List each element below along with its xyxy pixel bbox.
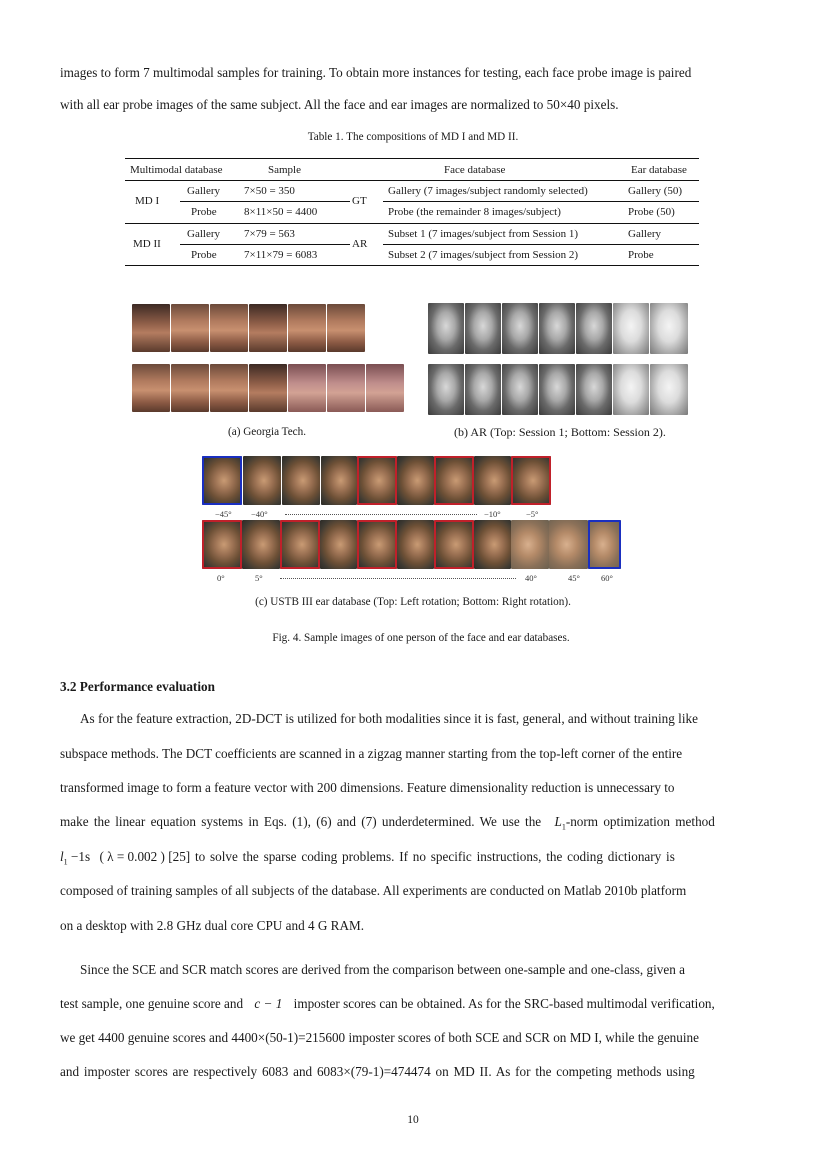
- text-span: [25] to solve the sparse coding problems. If no specific instructions, the coding dictionary is: [168, 849, 675, 864]
- face-photo: [327, 364, 365, 412]
- ear-photo: [321, 456, 357, 505]
- face-photo: [650, 364, 688, 415]
- face-photo: [465, 364, 501, 415]
- figure-caption-b: (b) AR (Top: Session 1; Bottom: Session 2).: [454, 425, 666, 439]
- ear-photo: [282, 456, 320, 505]
- math-subscript: 1: [561, 822, 566, 832]
- math-expression: c − 1: [254, 996, 283, 1011]
- header-face-database: Face database: [444, 164, 506, 176]
- face-photo: [576, 303, 612, 354]
- face-photo: [132, 304, 170, 352]
- face-photo: [576, 364, 612, 415]
- table-cell-face-db: GT: [352, 195, 367, 207]
- table-inner-rule: [180, 201, 350, 202]
- math-symbol: L: [554, 814, 562, 829]
- angle-label: 45°: [568, 573, 580, 583]
- table-cell-sample: 7×79 = 563: [244, 228, 295, 240]
- ear-photo: [357, 520, 397, 569]
- table-cell-face: Subset 2 (7 images/subject from Session 2): [388, 249, 579, 261]
- math-symbol: l: [60, 849, 64, 864]
- dotted-separator: [285, 514, 477, 515]
- face-photo: [171, 364, 209, 412]
- paragraph-line: transformed image to form a feature vector with 200 dimensions. Feature dimensionality reduction is unnecessary to: [60, 780, 675, 795]
- face-photo: [428, 364, 464, 415]
- paragraph-line: Since the SCE and SCR match scores are derived from the comparison between one-sample and one-class, given a: [80, 962, 685, 977]
- paragraph-line: subspace methods. The DCT coefficients are scanned in a zigzag manner starting from the top-left corner of the entire: [60, 746, 683, 761]
- face-photo: [428, 303, 464, 354]
- paragraph-line: [60, 815, 768, 832]
- composition-table: [125, 158, 699, 266]
- ear-photo: [397, 456, 434, 505]
- ear-photo: [243, 456, 281, 505]
- ear-photo: [511, 520, 549, 569]
- table-header-rule: [125, 180, 699, 181]
- face-photo: [288, 364, 326, 412]
- paragraph-line: images to form 7 multimodal samples for training. To obtain more instances for testing, each face probe image is paired: [60, 65, 692, 80]
- face-photo: [210, 304, 248, 352]
- dotted-separator: [280, 578, 516, 579]
- angle-label: −40°: [251, 509, 268, 519]
- face-photo: [327, 304, 365, 352]
- table-caption: Table 1. The compositions of MD I and MD II.: [307, 131, 519, 143]
- paragraph-line: [60, 997, 768, 1010]
- lambda-value: ( λ = 0.002 ): [99, 849, 165, 864]
- table-cell-ear: Probe: [628, 249, 654, 261]
- paragraph-line: composed of training samples of all subjects of the database. All experiments are conducted on Matlab 2010b platform: [60, 883, 687, 898]
- face-photo: [132, 364, 170, 412]
- table-bottom-rule: [125, 265, 699, 266]
- face-photo: [613, 303, 649, 354]
- ear-photo: [202, 456, 242, 505]
- ear-photo: [397, 520, 434, 569]
- paragraph-line: and imposter scores are respectively 6083 and 6083×(79-1)=474474 on MD II. As for the competing methods using: [60, 1064, 695, 1079]
- face-photo: [171, 304, 209, 352]
- angle-label: 60°: [601, 573, 613, 583]
- ear-photo: [320, 520, 357, 569]
- ear-photo: [242, 520, 280, 569]
- face-photo: [502, 303, 538, 354]
- table-cell-face: Subset 1 (7 images/subject from Session 1): [388, 228, 579, 240]
- face-photo: [502, 364, 538, 415]
- figure-caption-a: (a) Georgia Tech.: [228, 426, 307, 438]
- face-photo: [465, 303, 501, 354]
- angle-label: 5°: [255, 573, 263, 583]
- angle-label: −5°: [526, 509, 539, 519]
- ear-photo: [357, 456, 397, 505]
- table-top-rule: [125, 158, 699, 159]
- face-photo: [539, 364, 575, 415]
- page-number: 10: [407, 1114, 419, 1126]
- paragraph-line: with all ear probe images of the same subject. All the face and ear images are normalized to 50×40 pixels.: [60, 97, 619, 112]
- ear-photo: [202, 520, 242, 569]
- paragraph-line: As for the feature extraction, 2D-DCT is utilized for both modalities since it is fast, general, and without training like: [80, 711, 698, 726]
- paragraph-line: we get 4400 genuine scores and 4400×(50-1)=215600 imposter scores of both SCE and SCR on MD I, while the genuine: [60, 1030, 699, 1045]
- table-cell-set: Gallery: [187, 185, 220, 197]
- table-cell-sample: 8×11×50 = 4400: [244, 206, 318, 218]
- ear-photo: [474, 456, 511, 505]
- text-span: make the linear equation systems in Eqs. (1), (6) and (7) underdetermined. We use the: [60, 814, 542, 829]
- angle-label: 0°: [217, 573, 225, 583]
- math-subscript: 1: [63, 857, 68, 867]
- face-photo: [288, 304, 326, 352]
- header-multimodal-database: Multimodal database: [130, 164, 223, 176]
- table-cell-sample: 7×50 = 350: [244, 185, 295, 197]
- face-photo: [650, 303, 688, 354]
- table-cell-set: Gallery: [187, 228, 220, 240]
- face-photo: [249, 364, 287, 412]
- header-sample: Sample: [268, 164, 301, 176]
- text-span: -norm optimization method: [565, 814, 715, 829]
- figure-caption-main: Fig. 4. Sample images of one person of the face and ear databases.: [272, 632, 570, 644]
- paragraph-line: on a desktop with 2.8 GHz dual core CPU and 4 G RAM.: [60, 918, 365, 933]
- ear-photo: [280, 520, 320, 569]
- paragraph-line: [60, 850, 768, 867]
- table-cell-set: Probe: [191, 249, 217, 261]
- table-cell-ear: Gallery: [628, 228, 661, 240]
- ear-photo: [434, 456, 474, 505]
- table-cell-ear: Gallery (50): [628, 185, 683, 197]
- text-span: imposter scores can be obtained. As for the SRC-based multimodal verification,: [293, 996, 715, 1011]
- angle-label: −10°: [484, 509, 501, 519]
- table-cell-sample: 7×11×79 = 6083: [244, 249, 318, 261]
- section-heading: 3.2 Performance evaluation: [60, 679, 215, 694]
- math-text: −1s: [70, 849, 91, 864]
- table-cell-face: Probe (the remainder 8 images/subject): [388, 206, 561, 218]
- ear-photo: [588, 520, 621, 569]
- angle-label: 40°: [525, 573, 537, 583]
- table-inner-rule: [180, 244, 350, 245]
- face-photo: [366, 364, 404, 412]
- table-cell-db: MD II: [133, 238, 161, 250]
- header-ear-database: Ear database: [631, 164, 687, 176]
- table-cell-db: MD I: [135, 195, 160, 207]
- table-cell-ear: Probe (50): [628, 206, 675, 218]
- ear-photo: [434, 520, 474, 569]
- ear-photo: [549, 520, 588, 569]
- table-cell-set: Probe: [191, 206, 217, 218]
- table-inner-rule: [383, 244, 699, 245]
- table-cell-face-db: AR: [352, 238, 368, 250]
- angle-label: −45°: [215, 509, 232, 519]
- face-photo: [210, 364, 248, 412]
- table-mid-rule: [125, 223, 699, 224]
- face-photo: [613, 364, 649, 415]
- table-inner-rule: [383, 201, 699, 202]
- figure-caption-c: (c) USTB III ear database (Top: Left rotation; Bottom: Right rotation).: [255, 596, 571, 608]
- face-photo: [539, 303, 575, 354]
- table-cell-face: Gallery (7 images/subject randomly selected): [388, 185, 588, 197]
- face-photo: [249, 304, 287, 352]
- ear-photo: [474, 520, 511, 569]
- text-span: test sample, one genuine score and: [60, 996, 244, 1011]
- ear-photo: [511, 456, 551, 505]
